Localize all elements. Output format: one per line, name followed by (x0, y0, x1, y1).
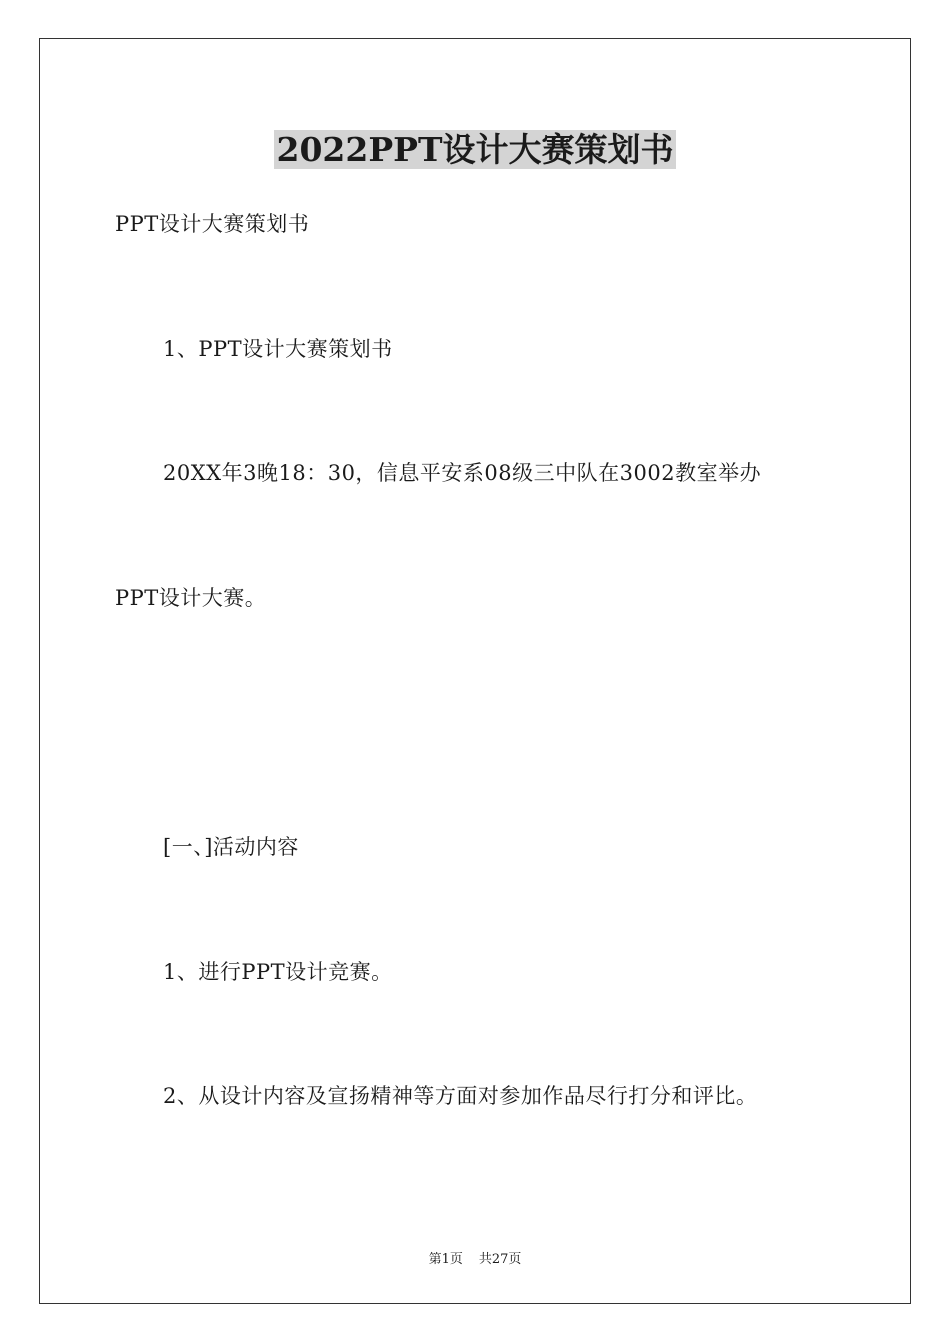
list-item-1: 1、进行PPT设计竞赛。 (163, 960, 393, 984)
paragraph-intro-line-2: PPT设计大赛。 (115, 586, 267, 610)
paragraph-section-1: 1、PPT设计大赛策划书 (163, 337, 393, 361)
document-title (0, 128, 950, 172)
page-number: 第1页 (428, 1252, 463, 1267)
list-item-2: 2、从设计内容及宣扬精神等方面对参加作品尽行打分和评比。 (163, 1084, 758, 1108)
heading-activity-content: [一、]活动内容 (163, 835, 299, 859)
document-title-text: 2022PPT设计大赛策划书 (276, 130, 674, 169)
total-pages: 共27页 (478, 1252, 522, 1267)
paragraph-subtitle: PPT设计大赛策划书 (115, 212, 310, 236)
page-footer (0, 1248, 950, 1267)
paragraph-intro-line-1: 20XX年3晚18：30，信息平安系08级三中队在3002教室举办 (163, 461, 762, 485)
